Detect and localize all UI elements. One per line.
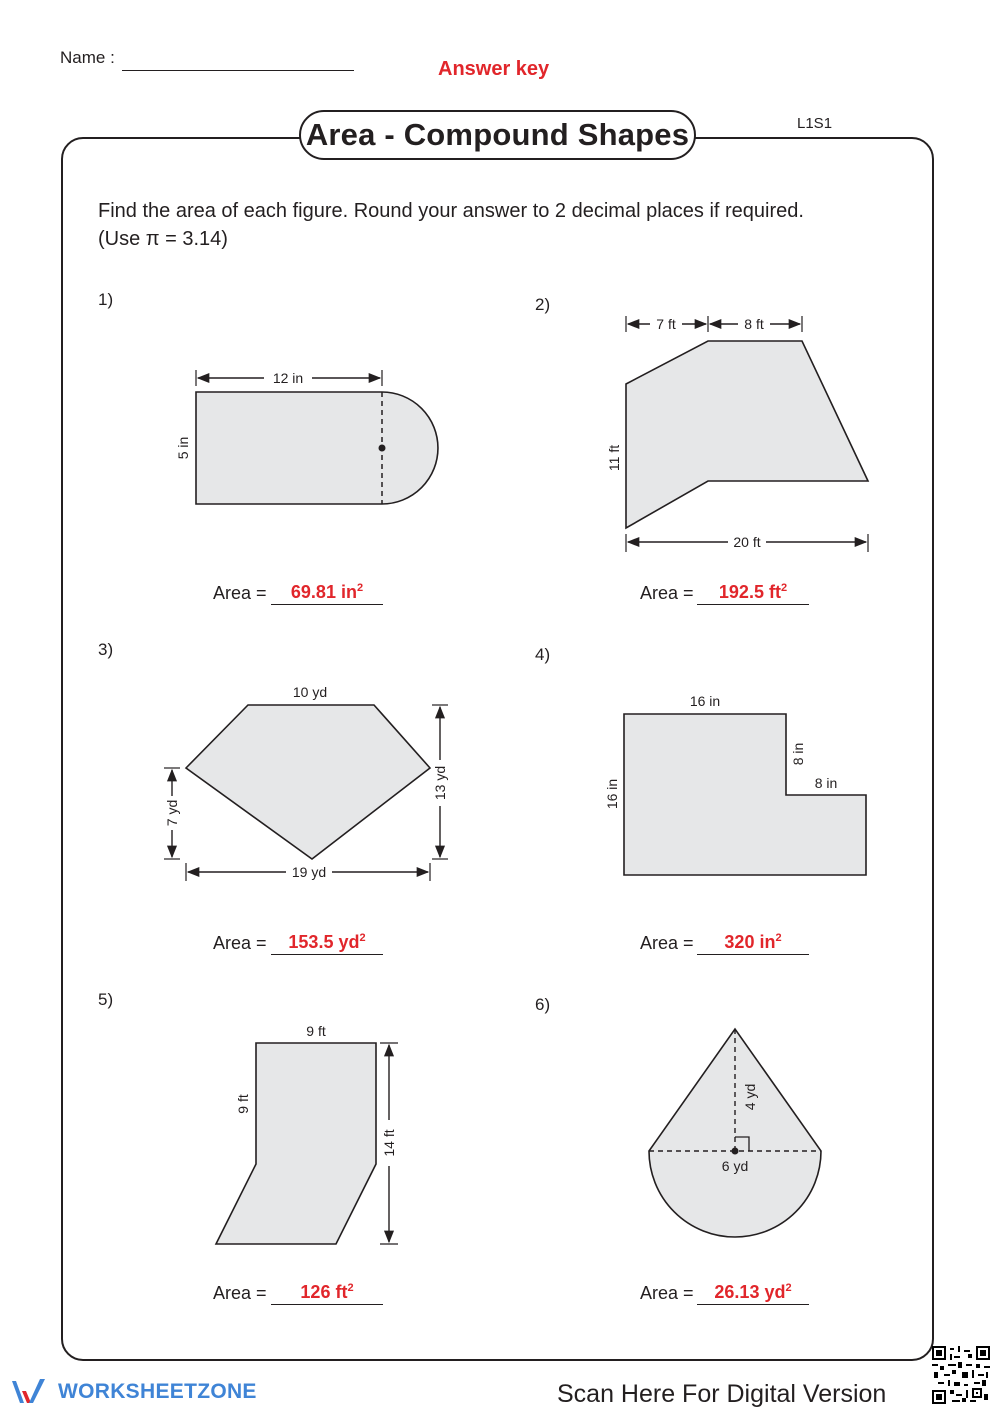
area-label-3: Area = <box>213 933 267 953</box>
figure-3 <box>164 684 448 881</box>
area-label-2: Area = <box>640 583 694 603</box>
answer-1-value: 69.81 in <box>290 582 357 602</box>
figure-6-base-label: 6 yd <box>721 1158 749 1174</box>
figure-1 <box>175 370 438 504</box>
figure-4 <box>604 693 866 875</box>
answer-6-value: 26.13 yd <box>714 1282 786 1302</box>
area-label-1: Area = <box>213 583 267 603</box>
figure-3-left-label: 7 yd <box>164 799 180 827</box>
figure-4-notch-v-label: 8 in <box>790 742 806 766</box>
area-label-6: Area = <box>640 1283 694 1303</box>
figure-5-left-label: 9 ft <box>235 1094 251 1114</box>
figure-1-top-label: 12 in <box>272 370 304 386</box>
worksheetzone-logo-icon <box>10 1377 50 1407</box>
answer-2-exponent: 2 <box>780 582 788 594</box>
qr-code[interactable] <box>932 1346 990 1404</box>
figure-5-right-label: 14 ft <box>381 1129 397 1157</box>
answer-3-value: 153.5 yd <box>288 932 360 952</box>
instructions-line1: Find the area of each figure. Round your answer to 2 decimal places if required. <box>98 200 804 222</box>
brand-name: WORKSHEETZONE <box>58 1380 257 1403</box>
figure-1-left-label: 5 in <box>175 436 191 460</box>
problem-2-number: 2) <box>535 295 551 314</box>
answer-field-5[interactable] <box>271 1280 383 1305</box>
area-label-4: Area = <box>640 933 694 953</box>
figure-4-top-label: 16 in <box>689 693 721 709</box>
answer-2-value: 192.5 ft <box>718 582 781 602</box>
figure-5-top-label: 9 ft <box>306 1023 326 1039</box>
instructions-line2: (Use π = 3.14) <box>98 228 228 250</box>
worksheetzone-logo[interactable] <box>10 1377 257 1407</box>
figure-6-height-label: 4 yd <box>742 1083 758 1111</box>
answer-key-label: Answer key <box>438 58 550 80</box>
answer-field-3[interactable] <box>271 930 383 955</box>
scan-text: Scan Here For Digital Version <box>557 1380 887 1408</box>
answer-field-1[interactable] <box>271 580 383 605</box>
figure-2-left-label: 11 ft <box>606 444 622 472</box>
figure-2-bottom-label: 20 ft <box>733 534 761 550</box>
answer-5-exponent: 2 <box>347 1282 354 1294</box>
answer-field-4[interactable] <box>697 930 809 955</box>
answer-5-value: 126 ft <box>300 1282 348 1302</box>
worksheet-code: L1S1 <box>797 115 833 132</box>
figure-5 <box>216 1023 398 1244</box>
figure-2 <box>606 316 868 552</box>
figure-2-top-b-label: 8 ft <box>744 316 764 332</box>
area-label-5: Area = <box>213 1283 267 1303</box>
answer-3-exponent: 2 <box>359 932 366 944</box>
figure-3-top-label: 10 yd <box>292 684 328 700</box>
problem-3-number: 3) <box>98 640 114 659</box>
problem-4-number: 4) <box>535 645 551 664</box>
name-label: Name : <box>60 48 115 67</box>
figure-6 <box>649 1029 821 1237</box>
figure-3-right-label: 13 yd <box>432 765 448 801</box>
problem-6-number: 6) <box>535 995 551 1014</box>
answer-4-value: 320 in <box>724 932 776 952</box>
figure-3-bottom-label: 19 yd <box>291 864 327 880</box>
answer-6-exponent: 2 <box>785 1282 792 1294</box>
answer-field-2[interactable] <box>697 580 809 605</box>
answer-1-exponent: 2 <box>356 582 364 594</box>
problem-5-number: 5) <box>98 990 114 1009</box>
answer-4-exponent: 2 <box>775 932 782 944</box>
figure-4-left-label: 16 in <box>604 778 620 810</box>
figure-2-top-a-label: 7 ft <box>656 316 676 332</box>
problem-1-number: 1) <box>98 290 114 309</box>
answer-field-6[interactable] <box>697 1280 809 1305</box>
figure-4-notch-h-label: 8 in <box>814 775 838 791</box>
page-title-text: Area - Compound Shapes <box>305 117 690 152</box>
